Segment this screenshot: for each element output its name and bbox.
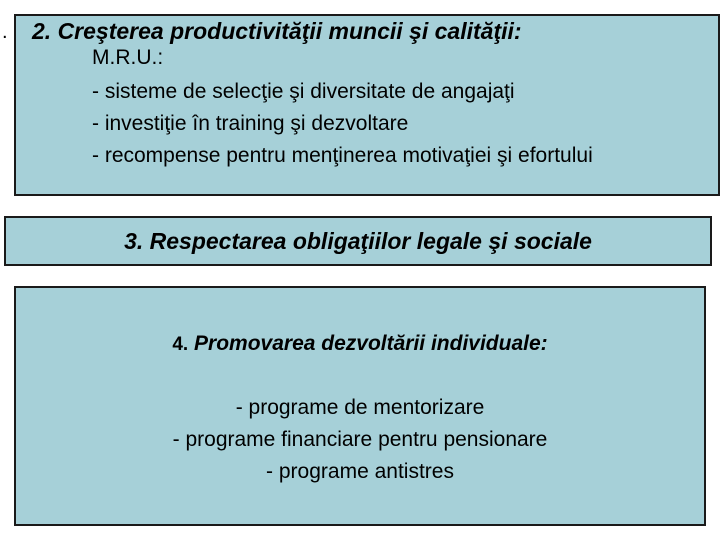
development-item: - programe financiare pentru pensionare — [172, 428, 548, 451]
legal-obligations-title: 3. Respectarea obligaţiilor legale şi sociale — [124, 228, 592, 254]
individual-development-box — [14, 286, 706, 526]
development-item: - programe antistres — [266, 460, 454, 483]
section-number: 4. — [172, 334, 189, 355]
productivity-item: - sisteme de selecţie şi diversitate de angajaţi — [92, 80, 515, 103]
bullet-dot: . — [2, 21, 8, 43]
individual-development-heading: Promovarea dezvoltării individuale: — [194, 332, 548, 355]
individual-development-title — [16, 332, 704, 356]
productivity-box — [14, 14, 720, 196]
productivity-title: 2. Creşterea productivităţii muncii şi calităţii: — [32, 18, 522, 44]
legal-obligations-box — [4, 216, 712, 266]
hrm-label: M.R.U.: — [92, 46, 164, 69]
productivity-item: - recompense pentru menţinerea motivaţiei şi efortului — [92, 144, 593, 167]
productivity-item: - investiţie în training şi dezvoltare — [92, 112, 409, 135]
development-item: - programe de mentorizare — [235, 396, 485, 419]
